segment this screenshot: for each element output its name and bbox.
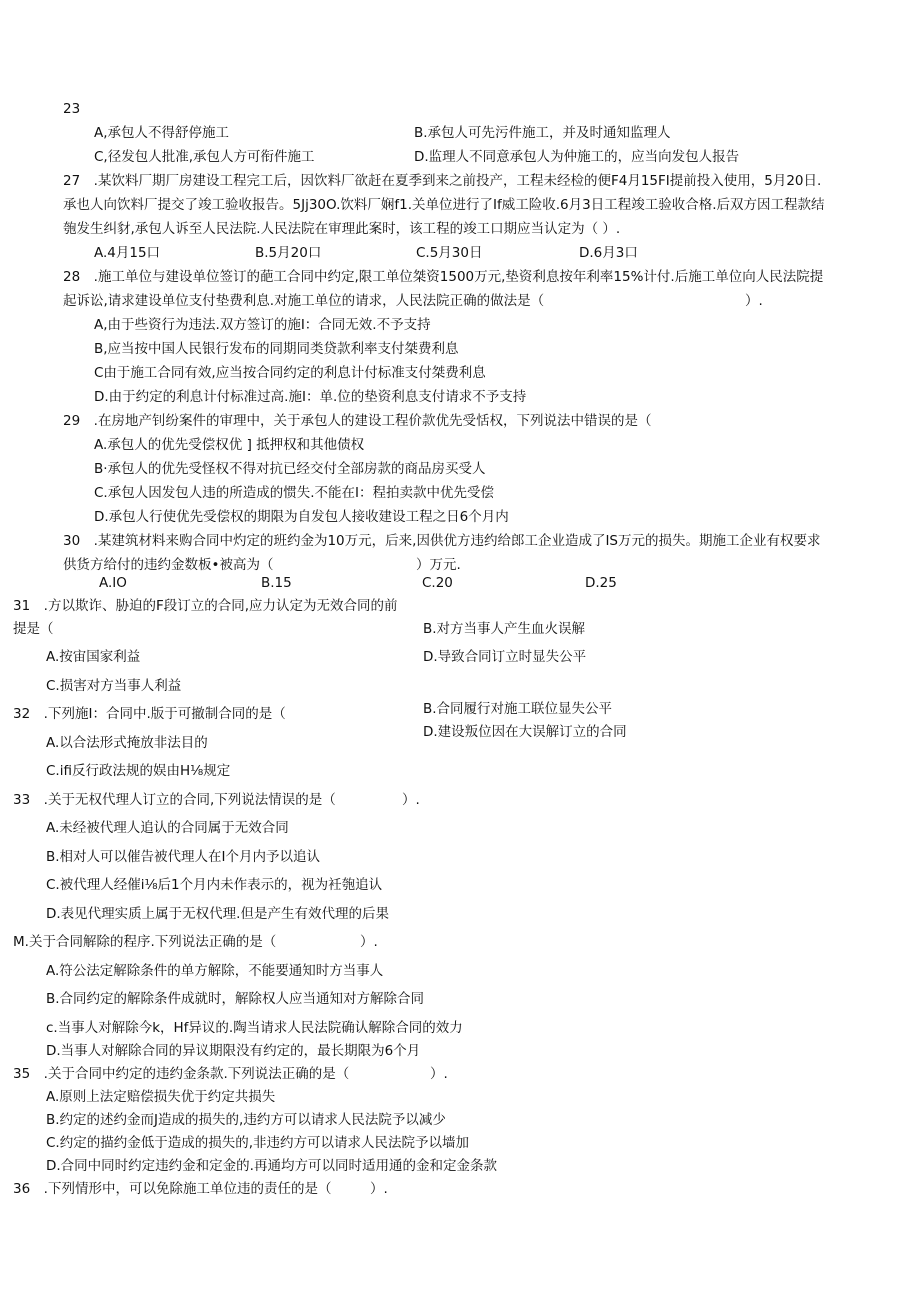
option-d: D.承包人行使优先受偿权的期限为自发包人接收建设工程之日6个月内	[94, 509, 509, 525]
option-c: C.20	[422, 575, 453, 591]
option-a: A.原则上法定赔偿损失优于约定共损失	[46, 1089, 276, 1105]
option-b: B.合同约定的解除条件成就时，解除权人应当通知对方解除合同	[46, 991, 425, 1007]
option-d: D.表见代理实质上属于无权代理.但是产生有效代理的后果	[46, 906, 389, 922]
option-d: D.由于约定的利息计付标准过高.施I：单.位的垫资利息支付请求不予支持	[94, 389, 527, 405]
question-text: 27 .某饮料厂期厂房建设工程完工后，因饮料厂欲赶在夏季到来之前投产，工程未经检的便F4月15FI提前投入使用，5月20日.	[63, 173, 822, 189]
option-a: A.IO	[99, 575, 127, 591]
question-text: 30 .某建筑材料来购合同中灼定的班约金为10万元，后来,因供优方违约给郎工企业造成了IS万元的损失。期施工企业有权要求	[63, 533, 821, 549]
option-d-clipped	[423, 724, 663, 740]
option-d: D.25	[585, 575, 617, 591]
question-text: 35 .关于合同中约定的违约金条款.下列说法正确的是（	[13, 1066, 350, 1082]
question-text: 36 .下列情形中，可以免除施工单位违的责任的是（	[13, 1181, 332, 1197]
answer-bracket: ）.	[402, 792, 420, 808]
option-d: D.6月3口	[579, 245, 638, 261]
question-text: 33 .关于无权代理人订立的合同,下列说法情误的是（	[13, 792, 336, 808]
option-d: D.建设叛位因在大误解订立的合同	[423, 724, 627, 740]
question-text: M.关于合同解除的程序.下列说法正确的是（	[13, 934, 277, 950]
option-b: B.约定的述约金而J造成的损失的,违约方可以请求人民法院予以减少	[46, 1112, 446, 1128]
option-a: A.以合法形式掩放非法目的	[46, 735, 208, 751]
option-d: D.监理人不同意承包人为仲施工的，应当向发包人报告	[414, 149, 740, 165]
question-text: 提是（	[13, 621, 54, 637]
option-b: B.5月20口	[255, 245, 322, 261]
option-b: B·承包人的优先受怪权不得对抗已经交付全部房款的商品房买受人	[94, 461, 486, 477]
option-b: B.对方当事人产生血火误解	[423, 621, 586, 637]
option-b: B.15	[261, 575, 292, 591]
option-a: A.未经被代理人追认的合同属于无效合同	[46, 820, 289, 836]
answer-bracket: ）.	[360, 934, 378, 950]
option-c: C.ifi反行政法规的娱由H⅛规定	[46, 763, 231, 779]
option-c: C由于施工合同有效,应当按合同约定的利息计付标准支付桀费利息	[94, 365, 486, 381]
option-c: C.被代理人经催i⅛后1个月内未作表示的，视为衽匏追认	[46, 877, 383, 893]
option-d: D.导致合同订立时显失公平	[423, 649, 587, 665]
option-c: C,径发包人批准,承包人方可衔件施工	[94, 149, 315, 165]
answer-bracket: ）.	[745, 293, 763, 309]
option-c: C.损害对方当事人利益	[46, 678, 182, 694]
option-b: B,应当按中国人民银行发布的同期同类贷款利率支付桀费利息	[94, 341, 459, 357]
answer-bracket: ）.	[370, 1181, 388, 1197]
question-text: 承也人向饮料厂提交了竣工验收报告。5Jj30O.饮料厂娴f1.关单位进行了If威工险收.6月3日工程竣工验收合格.后双方因工程款结	[63, 197, 825, 213]
option-a: A.按宙国家利益	[46, 649, 141, 665]
question-text: 起诉讼,请求建设单位支付垫费利息.对施工单位的请求，人民法院正确的做法是（	[63, 293, 545, 309]
option-a: A.承包人的优先受偿权优 ] 抵押权和其他债权	[94, 437, 365, 453]
answer-bracket: ）万元.	[416, 557, 461, 573]
option-b: B.承包人可先污件施工，并及时通知监理人	[414, 125, 671, 141]
option-a: A,由于些资行为违法.双方签订的施I：合同无效.不予支持	[94, 317, 431, 333]
option-a: A.符公法定解除条件的单方解除，不能要通知时方当事人	[46, 963, 384, 979]
option-c: C.约定的描约金低于造成的损失的,非违约方可以请求人民法院予以墙加	[46, 1135, 470, 1151]
option-b: B.合同履行对施工联位显失公平	[423, 701, 613, 717]
option-a: A.4月15口	[94, 245, 161, 261]
question-text: 31 .方以欺诈、胁迫的F段订立的合同,应力认定为无效合同的前	[13, 598, 398, 614]
question-text: 供货方给付的违约金数板•被高为（	[63, 557, 274, 573]
question-text: 29 .在房地产钊纷案件的审理中，关于承包人的建设工程价款优先受恬权，下列说法中错误的是（	[63, 413, 652, 429]
option-c: C.5月30日	[416, 245, 483, 261]
option-c: C.承包人因发包人违的所造成的惯失.不能在I：程拍卖款中优先受偿	[94, 485, 494, 501]
question-text: 28 .施工单位与建设单位签订的葩工合同中约定,限工单位桀资1500万元,垫资利息按年利率15%计付.后施工单位向人民法院提	[63, 269, 824, 285]
option-a: A,承包人不得舒停施工	[94, 125, 230, 141]
answer-bracket: ）.	[430, 1066, 448, 1082]
question-text: 匏发生纠豺,承包人诉至人民法院.人民法院在审理此案时，该工程的竣工口期应当认定为（ ）.	[63, 221, 621, 237]
option-d: D.当事人对解除合同的异议期限没有约定的，最长期限为6个月	[46, 1043, 421, 1059]
option-c: c.当事人对解除今k，Hf异议的.陶当请求人民法院确认解除合同的效力	[46, 1020, 463, 1036]
question-text: 32 .下列施I：合同中.版于可撤制合同的是（	[13, 706, 286, 722]
option-d: D.合同中同时约定违约金和定金的.再通均方可以同时适用通的金和定金条款	[46, 1158, 497, 1174]
option-b: B.相对人可以催告被代理人在I个月内予以追认	[46, 849, 321, 865]
question-number: 23	[63, 101, 81, 117]
